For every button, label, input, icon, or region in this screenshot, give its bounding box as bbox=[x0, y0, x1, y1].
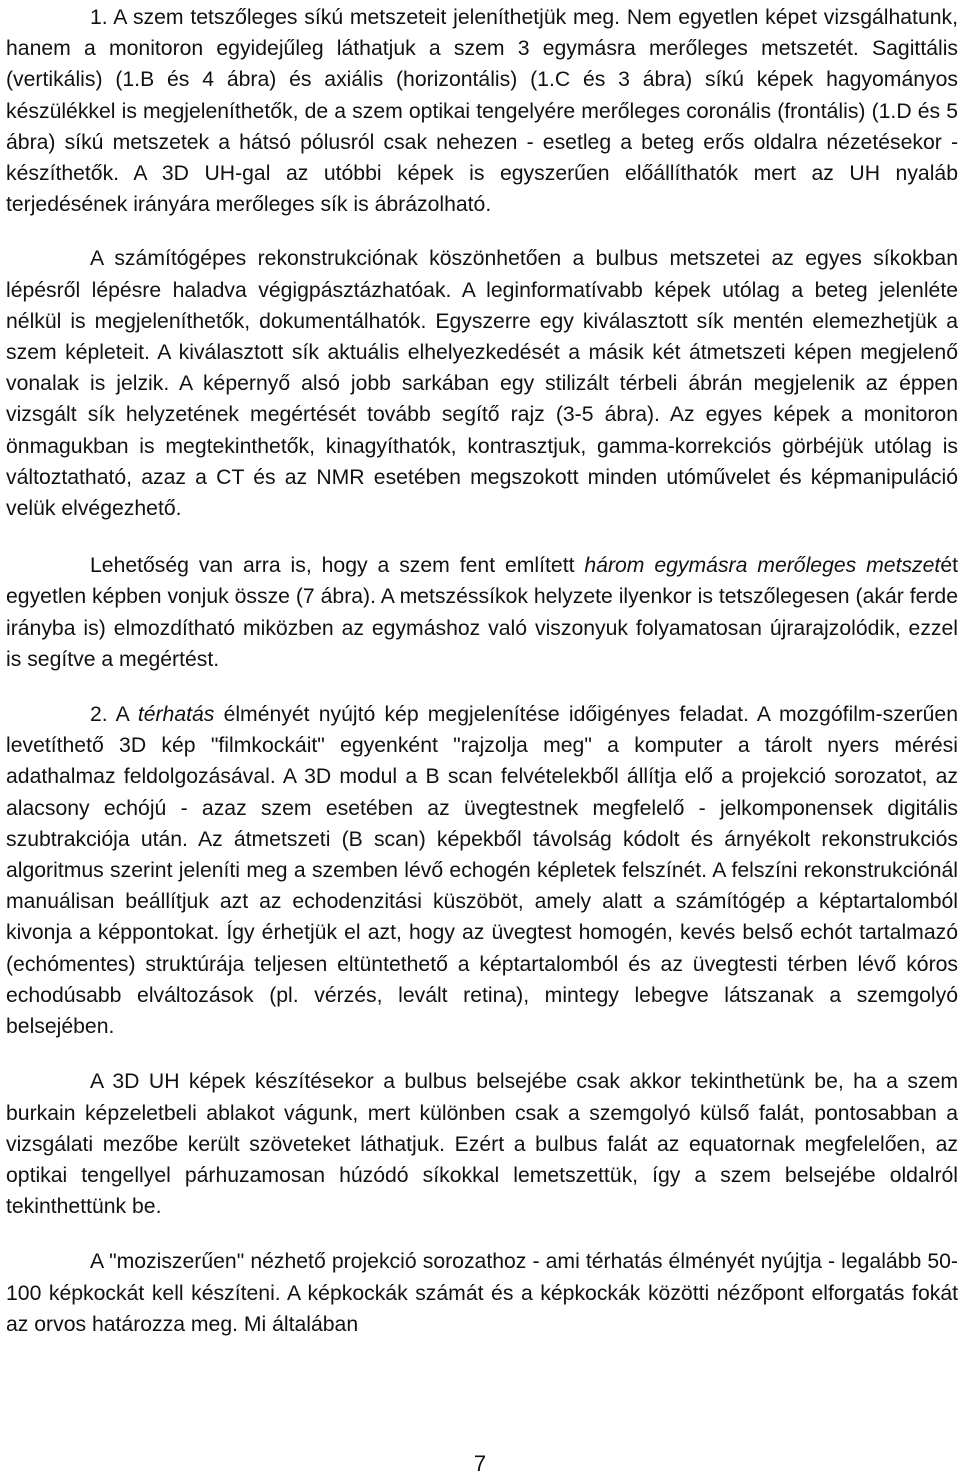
paragraph-3-italic-phrase: három egymásra merőleges metszet bbox=[584, 554, 941, 578]
paragraph-6-text: A "moziszerűen" nézhető projekció sorozathoz - ami térhatás élményét nyújtja - legalább 50-100 képkockát kell készíteni. A képkockák számát és a képkockák közötti nézőpont elforgatás fokát az orvos határozza meg. Mi általában bbox=[6, 1250, 958, 1336]
paragraph-1-text: 1. A szem tetszőleges síkú metszeteit jeleníthetjük meg. Nem egyetlen képet vizsgálhatunk, hanem a monitoron egyidejűleg láthatjuk a szem 3 egymásra merőleges metszetét. Sagittális (vertikális) (1.B és 4 ábra) és axiális (horizontális) (1.C és 3 ábra) síkú képek hagyományos készülékkel is megjeleníthetők, de a szem optikai tengelyére merőleges coronális (frontális) (1.D és 5 ábra) síkú metszetek a hátsó pólusról csak nehezen - esetleg a beteg erős oldalra nézetésekor - készíthetők. A 3D UH-gal az utóbbi képek is egyszerűen előállíthatók mert az UH nyaláb terjedésének irányára merőleges sík is ábrázolható. bbox=[6, 6, 958, 217]
paragraph-5-text: A 3D UH képek készítésekor a bulbus belsejébe csak akkor tekinthetünk be, ha a szem burkain képzeletbeli ablakot vágunk, mert különben csak a szemgolyó külső falát, pontosabban a vizsgálati mezőbe került szöveteket láthatjuk. Ezért a bulbus falát az equatornak megfelelően, az optikai tengellyel párhuzamosan húzódó síkokkal lemetszettük, így a szem belsejébe oldalról tekinthettünk be. bbox=[6, 1070, 958, 1219]
page-number: 7 bbox=[473, 1451, 487, 1476]
paragraph-2-text: A számítógépes rekonstrukciónak köszönhetően a bulbus metszetei az egyes síkokban lépésről lépésre haladva végigpásztázhatóak. A leginformatívabb képek utólag a beteg jelenléte nélkül is megjeleníthetők, dokumentálhatók. Egyszerre egy kiválasztott sík mentén elemezhetjük a szem képleteit. A kiválasztott sík aktuális elhelyezkedését a másik két átmetszeti képen megjelenő vonalak is jelzik. A képernyő alsó jobb sarkában egy stilizált térbeli ábrán megjelenik az éppen vizsgált sík helyzetének megértését tovább segítő rajz (3-5 ábra). Az egyes képek a monitoron önmagukban is megtekinthetők, kinagyíthatók, kontrasztjuk, gamma-korrekciós görbéjük utólag is változtatható, azaz a CT és az NMR esetében megszokott minden utóművelet és képmanipuláció velük elvégezhető. bbox=[6, 247, 958, 521]
paragraph-2 bbox=[6, 243, 958, 524]
paragraph-4-text-start: 2. A bbox=[90, 703, 138, 727]
paragraph-4-text-end: élményét nyújtó kép megjelenítése időigényes feladat. A mozgófilm-szerűen levetíthető 3D kép "filmkockáit" egyenként "rajzolja meg" a komputer a tárolt nyers mérési adathalmaz feldolgozásával. A 3D modul a B scan felvételekből állítja elő a projekció sorozatot, az alacsony echójú - azaz szem esetében az üvegtestnek megfelelő - jelkomponensek digitális szubtrakciója után. Az átmetszeti (B scan) képekből távolság kódolt és árnyékolt rekonstrukciós algoritmus szerint jeleníti meg a szemben lévő echogén képletek felszínét. A felszíni rekonstrukciónál manuálisan beállítjuk azt az echodenzitási küszöböt, amely alatt a számítógép a képtartalomból kivonja a képpontokat. Így érhetjük el azt, hogy az üvegtest homogén, kevés belső echót tartalmazó (echómentes) struktúrája teljesen eltüntethető a képtartalomból és az üvegtesti térben lévő kóros echodúsabb elváltozások (pl. vérzés, levált retina), mintegy lebegve látszanak a szemgolyó belsejében. bbox=[6, 703, 958, 1039]
paragraph-4-italic-word: térhatás bbox=[137, 703, 215, 727]
paragraph-4 bbox=[6, 699, 958, 1042]
paragraph-3 bbox=[6, 550, 958, 675]
paragraph-6 bbox=[6, 1246, 958, 1340]
paragraph-5 bbox=[6, 1066, 958, 1222]
paragraph-3-text-start: Lehetőség van arra is, hogy a szem fent említett bbox=[90, 554, 585, 578]
paragraph-1 bbox=[6, 2, 958, 220]
document-page bbox=[6, 0, 958, 1340]
paragraph-3-text-end: ét egyetlen képben vonjuk össze (7 ábra). A metszéssíkok helyzete ilyenkor is tetszőlegesen (akár ferde irányba is) elmozdítható miközben az egymáshoz való viszonyuk folyamatosan újrarajzolódik, ezzel is segítve a megértést. bbox=[6, 554, 958, 671]
